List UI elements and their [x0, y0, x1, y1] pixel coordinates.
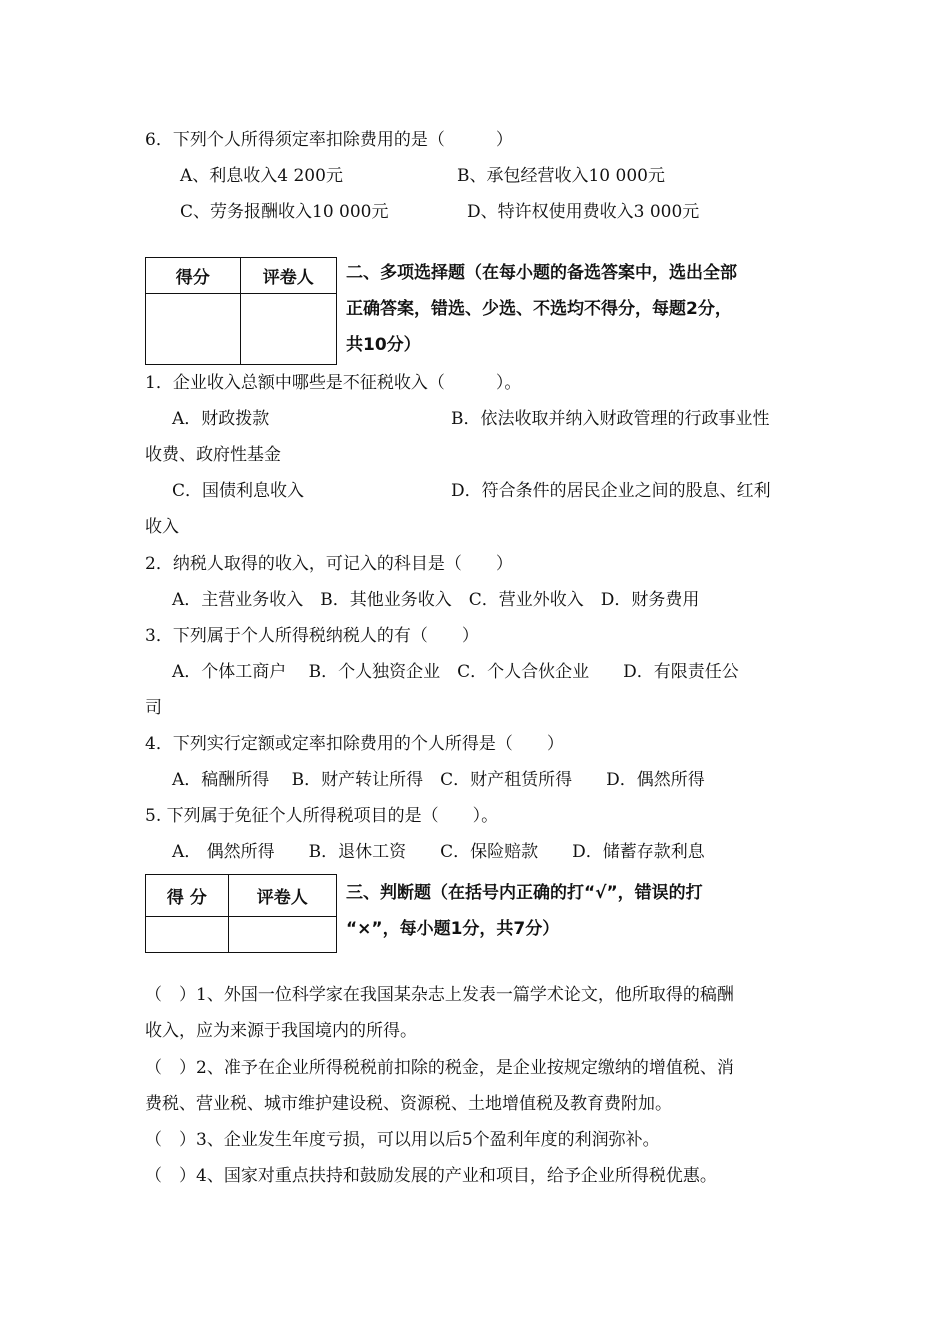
q6-option-c: C、劳务报酬收入10 000元	[180, 202, 389, 222]
grader-header: 评卷人	[228, 875, 336, 917]
score-cell[interactable]	[146, 294, 241, 365]
score-header: 得 分	[146, 875, 229, 917]
s2-q1-option-c: C．国债利息收入	[172, 481, 305, 501]
s2-q4-stem: 4．下列实行定额或定率扣除费用的个人所得是（ ）	[145, 734, 564, 754]
s2-q3-options: A．个体工商户 B．个人独资企业 C．个人合伙企业 D．有限责任公	[172, 662, 739, 682]
s2-q4-options: A．稿酬所得 B．财产转让所得 C．财产租赁所得 D．偶然所得	[172, 770, 705, 790]
s3-item-2-line2: 费税、营业税、城市维护建设税、资源税、土地增值税及教育费附加。	[145, 1094, 672, 1114]
s2-q1-option-b: B．依法收取并纳入财政管理的行政事业性	[451, 409, 770, 429]
s3-item-1-line1: （ ）1、外国一位科学家在我国某杂志上发表一篇学术论文，他所取得的稿酬	[145, 985, 734, 1005]
s3-item-3: （ ）3、企业发生年度亏损，可以用以后5个盈利年度的利润弥补。	[145, 1130, 660, 1150]
q6-option-d: D、特许权使用费收入3 000元	[467, 202, 700, 222]
section2-title-line2: 正确答案，错选、少选、不选均不得分，每题2分，	[346, 299, 732, 319]
s2-q5-stem: 5. 下列属于免征个人所得税项目的是（ ）。	[145, 806, 499, 826]
q6-option-a: A、利息收入4 200元	[180, 166, 343, 186]
grader-cell[interactable]	[228, 917, 336, 953]
s2-q1-option-d-cont: 收入	[145, 517, 179, 537]
s2-q2-stem: 2．纳税人取得的收入，可记入的科目是（ ）	[145, 554, 513, 574]
s2-q3-stem: 3．下列属于个人所得税纳税人的有（ ）	[145, 626, 479, 646]
q6-stem: 6．下列个人所得须定率扣除费用的是（ ）	[145, 130, 513, 150]
section3-title-line2: “×”，每小题1分，共7分）	[346, 919, 560, 939]
s3-item-1-line2: 收入，应为来源于我国境内的所得。	[145, 1021, 417, 1041]
s2-q1-option-a: A．财政拨款	[172, 409, 270, 429]
s2-q1-stem: 1．企业收入总额中哪些是不征税收入（ ）。	[145, 373, 522, 393]
grader-header: 评卷人	[240, 258, 337, 294]
s2-q5-options: A． 偶然所得 B．退休工资 C．保险赔款 D．储蓄存款利息	[172, 842, 705, 862]
s2-q2-options: A．主营业务收入 B．其他业务收入 C．营业外收入 D．财务费用	[172, 590, 700, 610]
section3-title-line1: 三、判断题（在括号内正确的打“√”，错误的打	[346, 883, 703, 903]
score-cell[interactable]	[146, 917, 229, 953]
s3-item-2-line1: （ ）2、准予在企业所得税税前扣除的税金，是企业按规定缴纳的增值税、消	[145, 1058, 734, 1078]
q6-option-b: B、承包经营收入10 000元	[457, 166, 665, 186]
section2-title-line3: 共10分）	[346, 335, 421, 355]
s2-q1-option-d: D．符合条件的居民企业之间的股息、红利	[451, 481, 771, 501]
s2-q3-options-cont: 司	[145, 698, 162, 718]
section2-score-table	[145, 257, 337, 365]
grader-cell[interactable]	[240, 294, 337, 365]
section3-score-table	[145, 874, 337, 953]
section2-title-line1: 二、多项选择题（在每小题的备选答案中，选出全部	[346, 263, 737, 283]
score-header: 得分	[146, 258, 241, 294]
s2-q1-option-b-cont: 收费、政府性基金	[145, 445, 281, 465]
s3-item-4: （ ）4、国家对重点扶持和鼓励发展的产业和项目，给予企业所得税优惠。	[145, 1166, 717, 1186]
